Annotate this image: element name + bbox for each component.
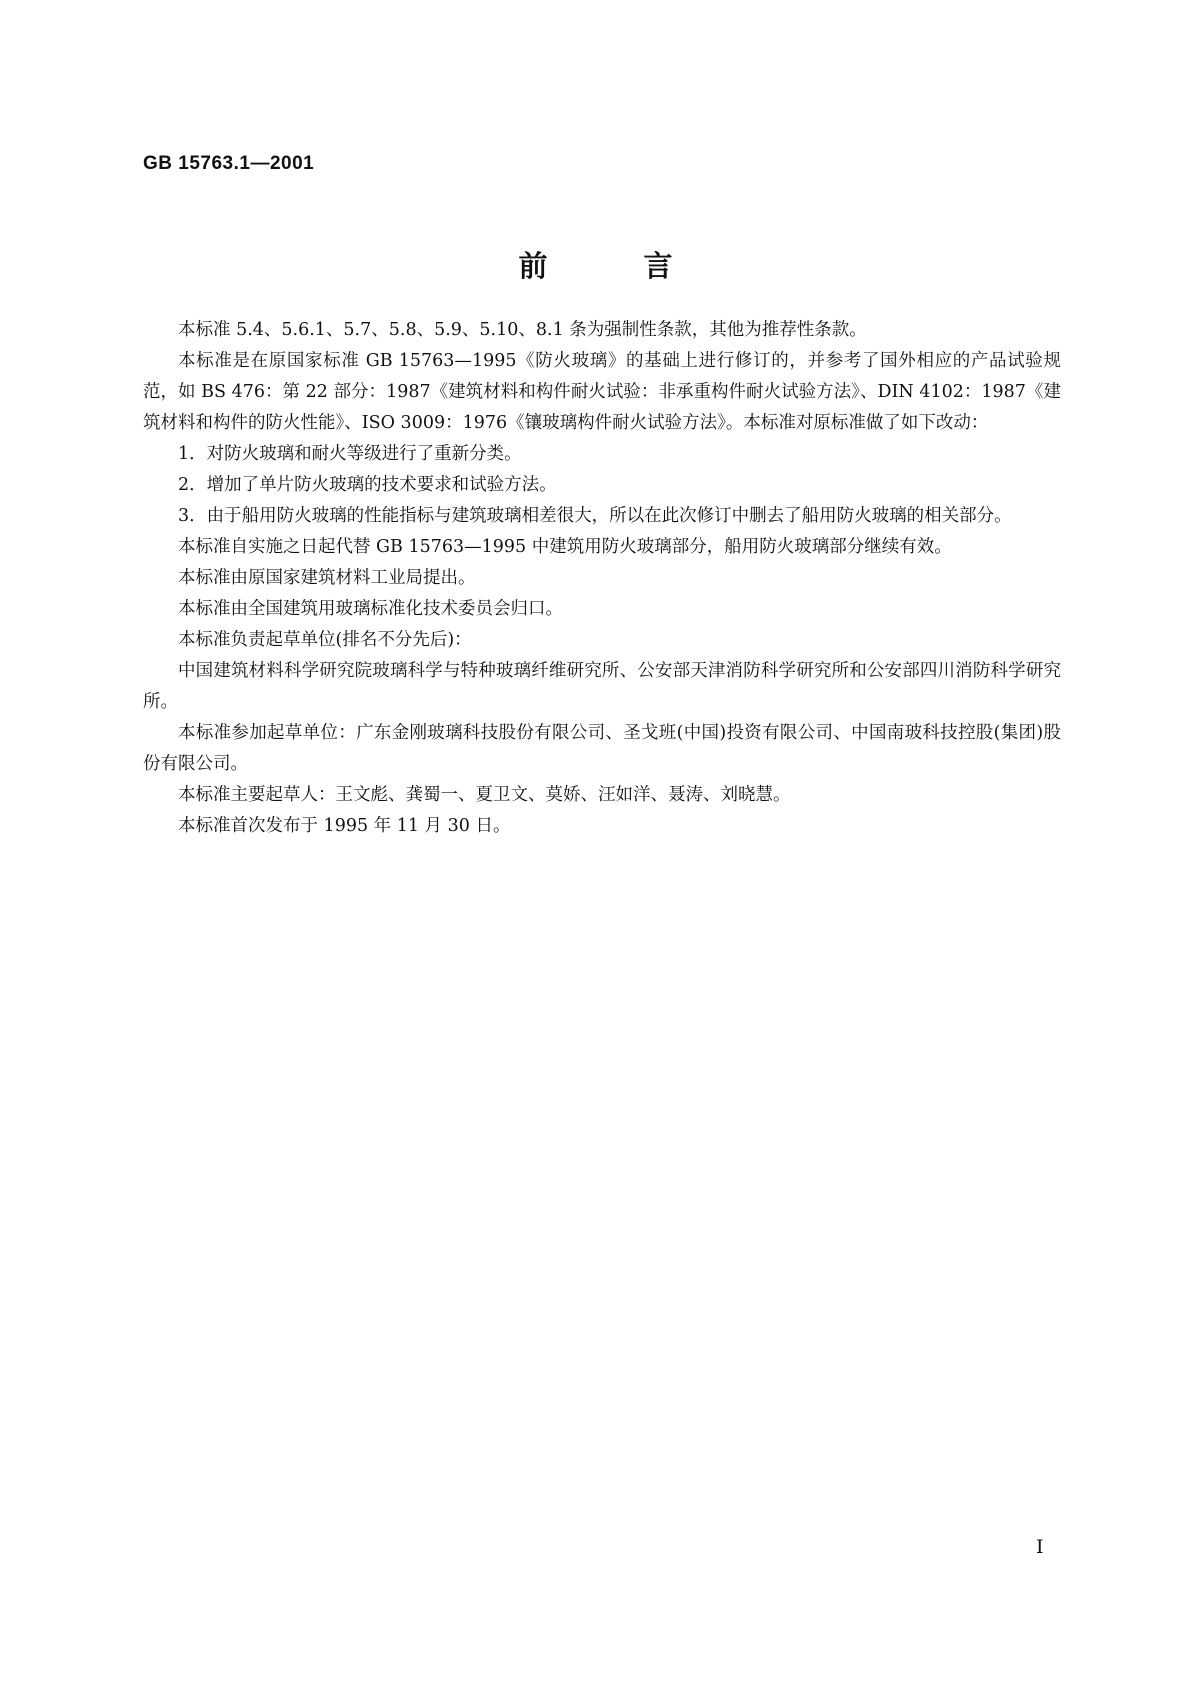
paragraph-change-1: 1．对防火玻璃和耐火等级进行了重新分类。 (178, 444, 522, 464)
paragraph-change-3: 3．由于船用防火玻璃的性能指标与建筑玻璃相差很大，所以在此次修订中删去了船用防火玻璃的相关部分。 (178, 506, 1012, 526)
paragraph-drafting-units-heading: 本标准负责起草单位(排名不分先后)： (178, 630, 472, 650)
paragraph-drafting-units: 中国建筑材料科学研究院玻璃科学与特种玻璃纤维研究所、公安部天津消防科学研究所和公安部四川消防科学研究所。 (143, 661, 1061, 712)
paragraph-mandatory-clauses: 本标准 5.4、5.6.1、5.7、5.8、5.9、5.10、8.1 条为强制性条款，其他为推荐性条款。 (178, 320, 867, 340)
paragraph-participating-units: 本标准参加起草单位：广东金刚玻璃科技股份有限公司、圣戈班(中国)投资有限公司、中国南玻科技控股(集团)股份有限公司。 (143, 723, 1061, 774)
foreword-body (143, 315, 1061, 842)
paragraph-proposed-by: 本标准由原国家建筑材料工业局提出。 (178, 568, 476, 588)
document-code: GB 15763.1—2001 (143, 153, 315, 174)
paragraph-first-issue: 本标准首次发布于 1995 年 11 月 30 日。 (178, 816, 511, 836)
paragraph-main-drafters: 本标准主要起草人：王文彪、龚蜀一、夏卫文、莫娇、汪如洋、聂涛、刘晓慧。 (178, 785, 791, 805)
paragraph-centralized-by: 本标准由全国建筑用玻璃标准化技术委员会归口。 (178, 599, 563, 619)
paragraph-change-2: 2．增加了单片防火玻璃的技术要求和试验方法。 (178, 475, 557, 495)
paragraph-replacement: 本标准自实施之日起代替 GB 15763—1995 中建筑用防火玻璃部分，船用防火玻璃部分继续有效。 (178, 537, 952, 557)
paragraph-revision-basis: 本标准是在原国家标准 GB 15763—1995《防火玻璃》的基础上进行修订的，并参考了国外相应的产品试验规范，如 BS 476：第 22 部分：1987《建筑材料和构件耐火试验：非承重构件耐火试验方法》、DIN 4102：1987《建筑材料和构件的防火性能》、ISO 3009：1976《镶玻璃构件耐火试验方法》。本标准对原标准做了如下改动： (143, 351, 1061, 433)
page-number: I (1036, 1536, 1044, 1558)
page-title: 前言 (518, 249, 769, 283)
